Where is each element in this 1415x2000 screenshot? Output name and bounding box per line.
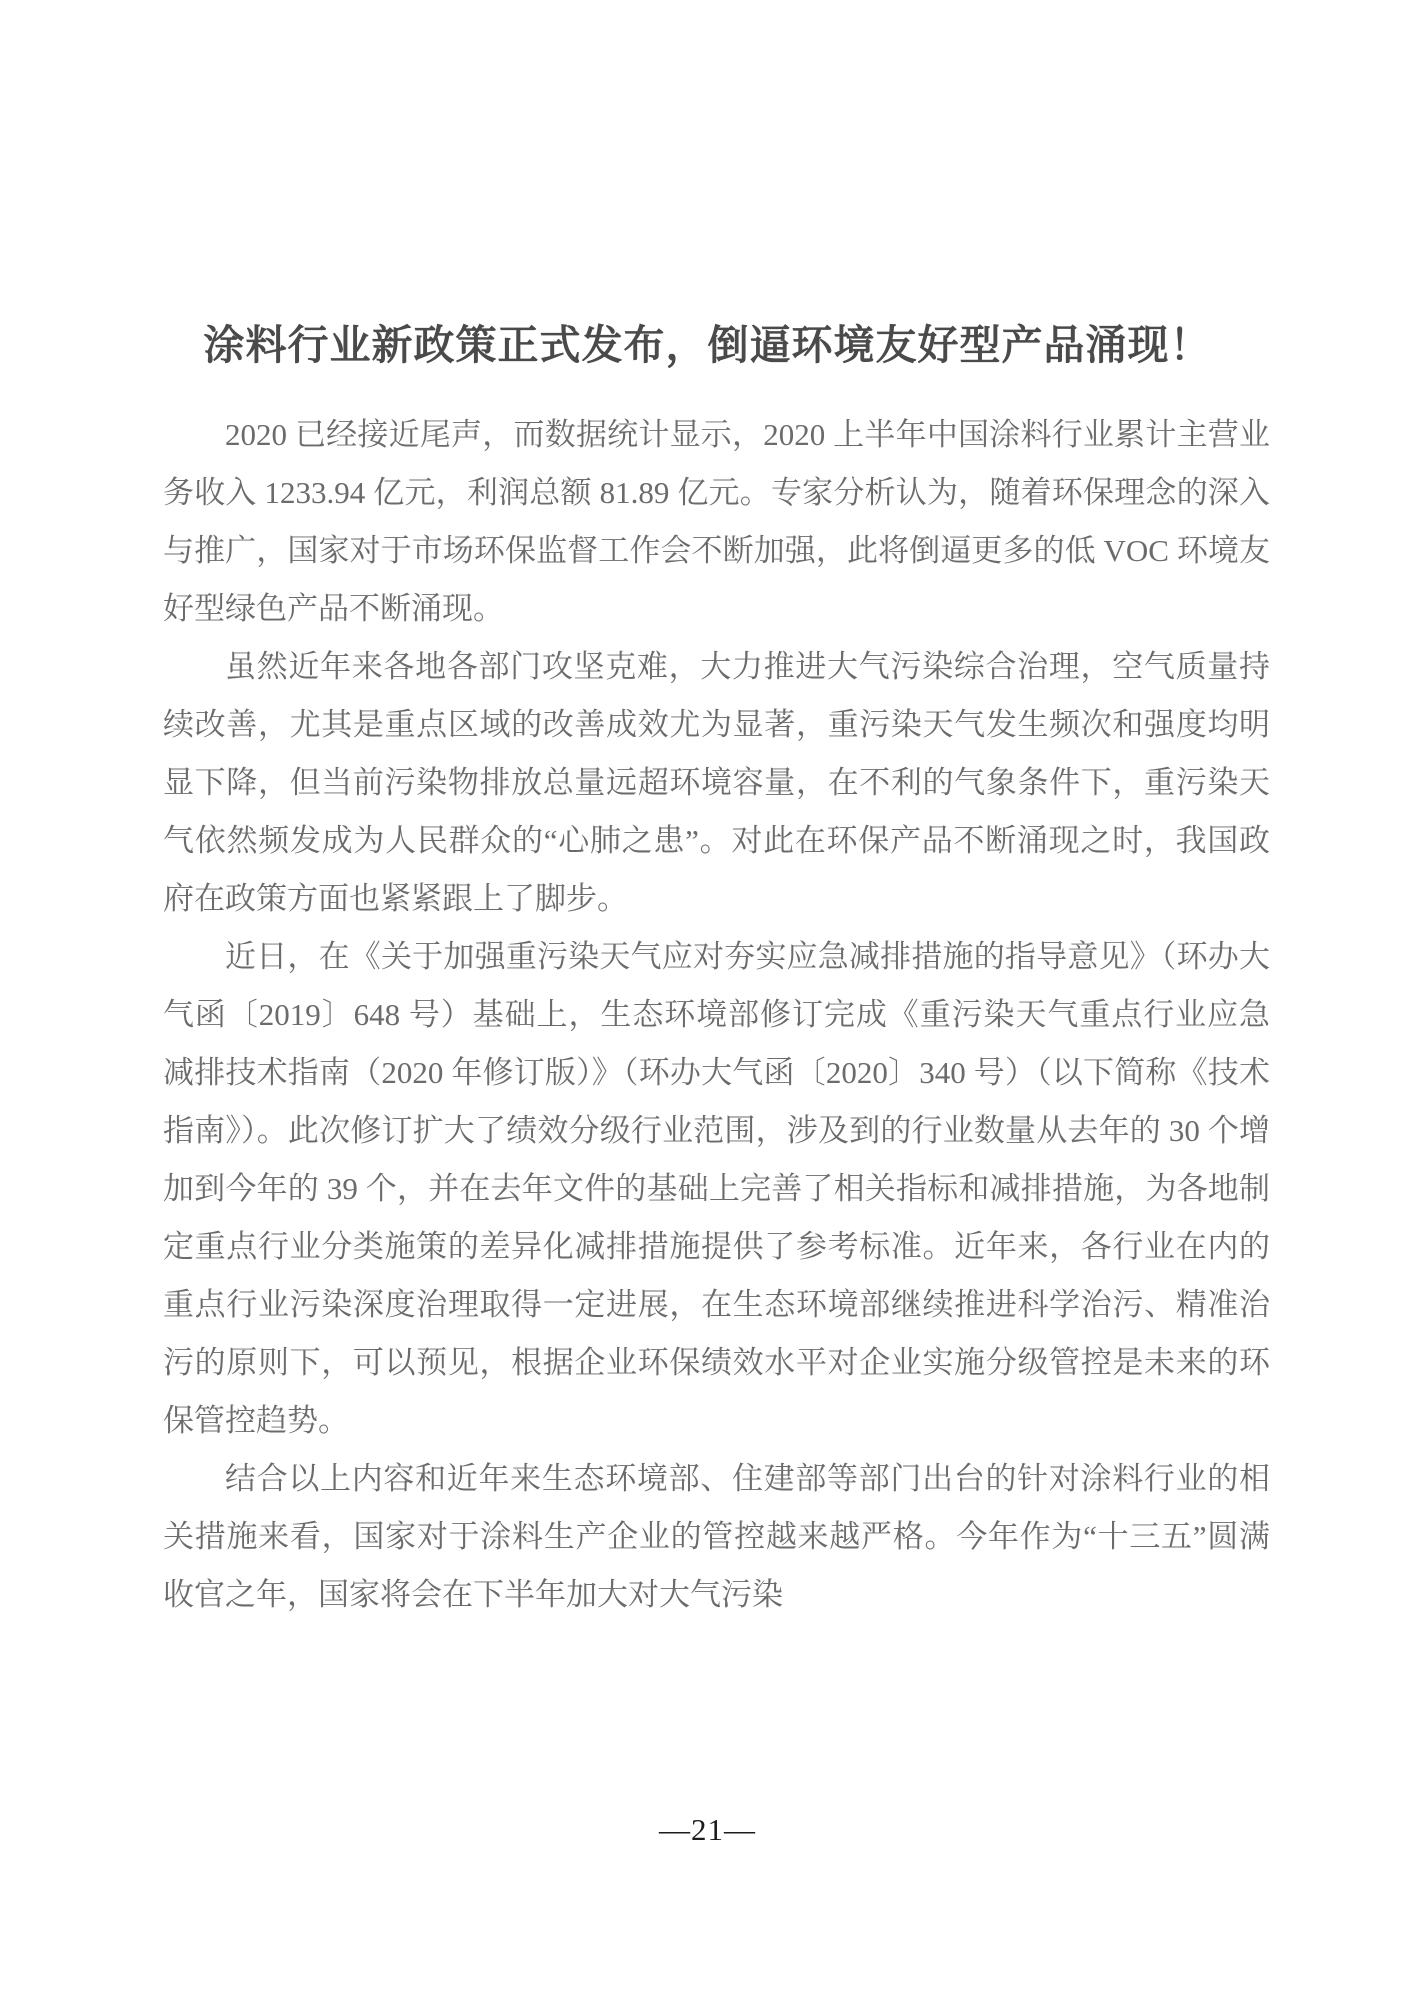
page-number: —21— [659, 1812, 756, 1847]
document-body [163, 406, 1270, 1624]
paragraph-4: 结合以上内容和近年来生态环境部、住建部等部门出台的针对涂料行业的相关措施来看，国家对于涂料生产企业的管控越来越严格。今年作为“十三五”圆满收官之年，国家将会在下半年加大对大气污染 [163, 1461, 1270, 1612]
paragraph-3: 近日，在《关于加强重污染天气应对夯实应急减排措施的指导意见》（环办大气函〔2019〕648 号）基础上，生态环境部修订完成《重污染天气重点行业应急减排技术指南（2020 年修订版）》（环办大气函〔2020〕340 号）（以下简称《技术指南》）。此次修订扩大了绩效分级行业范围，涉及到的行业数量从去年的 30 个增加到今年的 39 个，并在去年文件的基础上完善了相关指标和减排措施，为各地制定重点行业分类施策的差异化减排措施提供了参考标准。近年来，各行业在内的重点行业污染深度治理取得一定进展，在生态环境部继续推进科学治污、精准治污的原则下，可以预见，根据企业环保绩效水平对企业实施分级管控是未来的环保管控趋势。 [163, 939, 1270, 1438]
page-title: 涂料行业新政策正式发布，倒逼环境友好型产品涌现！ [203, 322, 1212, 368]
paragraph-2: 虽然近年来各地各部门攻坚克难，大力推进大气污染综合治理，空气质量持续改善，尤其是重点区域的改善成效尤为显著，重污染天气发生频次和强度均明显下降，但当前污染物排放总量远超环境容量，在不利的气象条件下，重污染天气依然频发成为人民群众的“心肺之患”。对此在环保产品不断涌现之时，我国政府在政策方面也紧紧跟上了脚步。 [163, 649, 1270, 916]
paragraph-1: 2020 已经接近尾声，而数据统计显示，2020 上半年中国涂料行业累计主营业务收入 1233.94 亿元，利润总额 81.89 亿元。专家分析认为，随着环保理念的深入与推广，国家对于市场环保监督工作会不断加强，此将倒逼更多的低 VOC 环境友好型绿色产品不断涌现。 [163, 417, 1270, 626]
